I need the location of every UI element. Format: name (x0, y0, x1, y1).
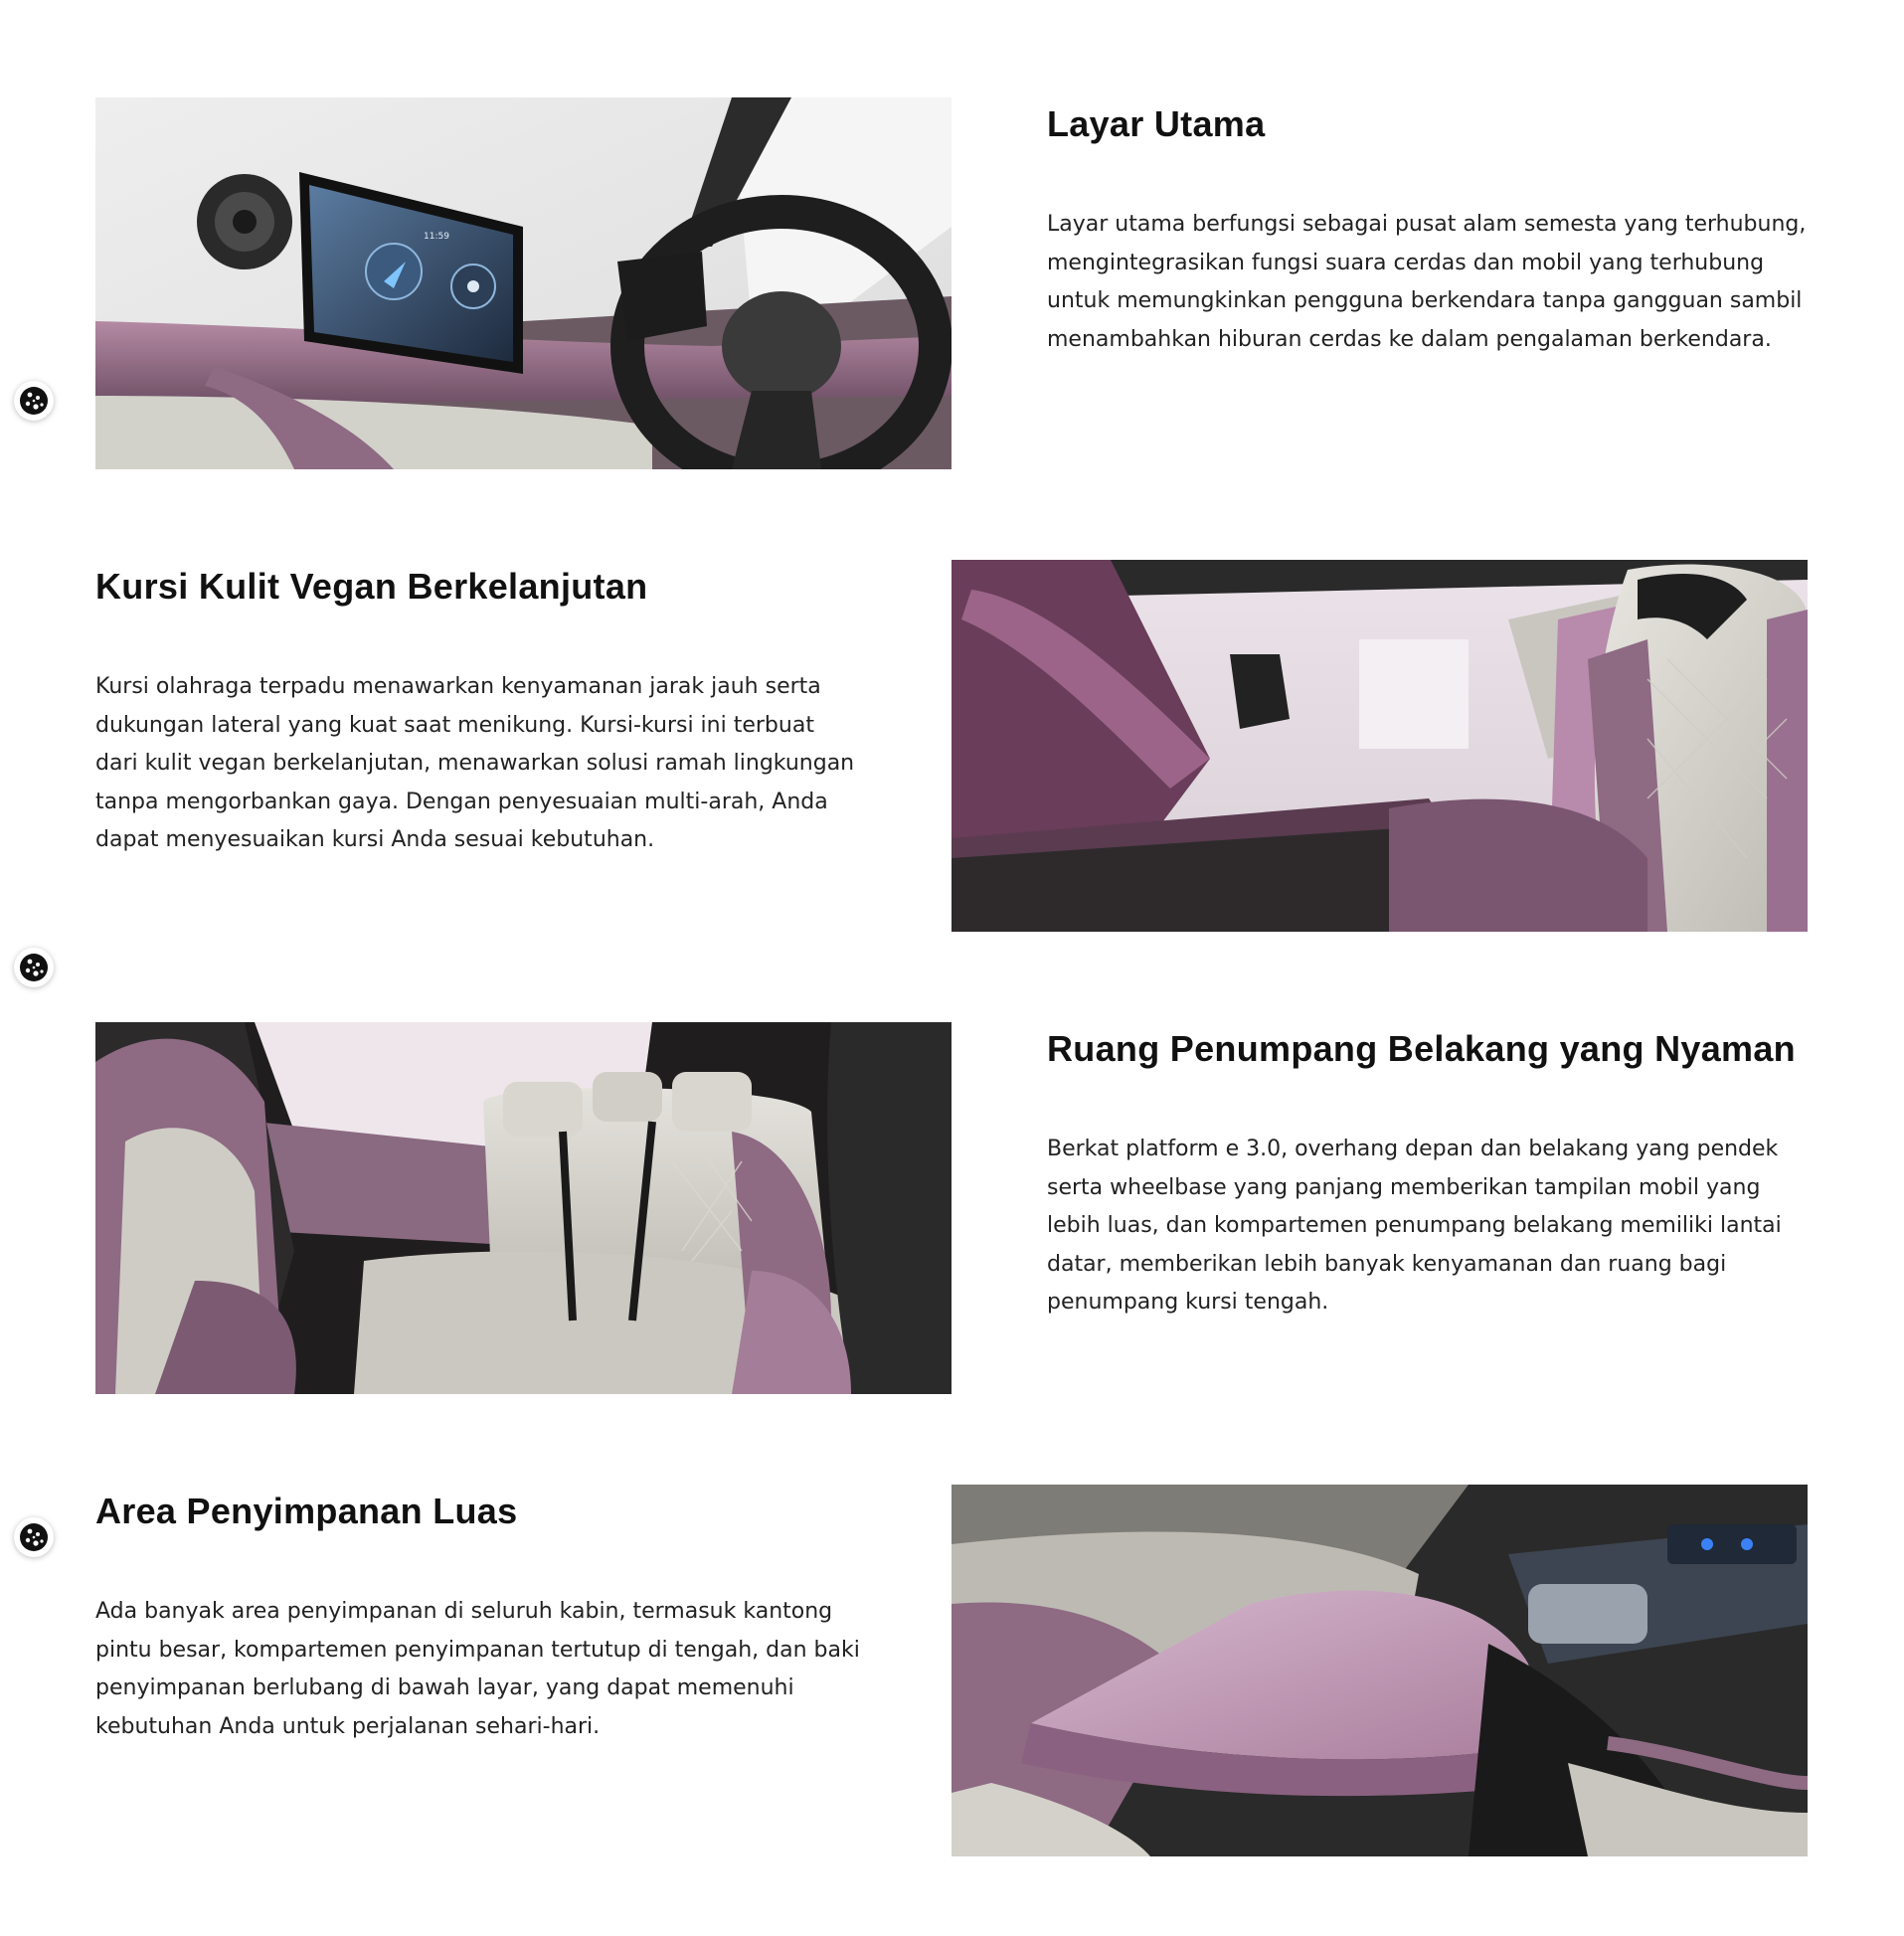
feature-description: Ada banyak area penyimpanan di seluruh kabin, termasuk kantong pintu besar, kompartemen penyimpanan tertutup di tengah, dan baki penyimpanan berlubang di bawah layar, yang dapat memenuhi kebutuhan Anda untuk perjalanan sehari-hari. (95, 1599, 860, 1739)
feature-text (1047, 97, 1813, 359)
feature-description: Kursi olahraga terpadu menawarkan kenyamanan jarak jauh serta dukungan lateral yang kuat saat menikung. Kursi-kursi ini terbuat dari kulit vegan berkelanjutan, menawarkan solusi ramah lingkungan tanpa mengorbankan gaya. Dengan penyesuaian multi-arah, Anda dapat menyesuaikan kursi Anda sesuai kebutuhan. (95, 674, 855, 852)
feature-title: Area Penyimpanan Luas (95, 1491, 518, 1531)
cookie-settings-button[interactable] (14, 948, 54, 987)
feature-kursi-kulit-vegan (0, 560, 1904, 938)
feature-title: Ruang Penumpang Belakang yang Nyaman (1047, 1028, 1796, 1069)
feature-ruang-penumpang-belakang (0, 1022, 1904, 1400)
feature-description: Berkat platform e 3.0, overhang depan dan belakang yang pendek serta wheelbase yang panjang memberikan tampilan mobil yang lebih luas, dan kompartemen penumpang belakang memiliki lantai datar, memberikan lebih banyak kenyamanan dan ruang bagi penumpang kursi tengah. (1047, 1137, 1782, 1315)
dashboard-screen-image (95, 97, 952, 469)
dashboard-screen-time: 11:59 (424, 232, 449, 242)
feature-text (95, 1485, 861, 1746)
feature-text (95, 560, 861, 860)
cookie-settings-button[interactable] (14, 381, 54, 421)
cookie-settings-button[interactable] (14, 1517, 54, 1557)
rear-seats-image (95, 1022, 952, 1394)
feature-text (1047, 1022, 1813, 1322)
feature-layar-utama (0, 97, 1904, 475)
feature-title: Layar Utama (1047, 103, 1266, 144)
feature-title: Kursi Kulit Vegan Berkelanjutan (95, 566, 648, 607)
cookie-icon (14, 381, 54, 421)
cookie-icon (14, 1517, 54, 1557)
front-seats-image (952, 560, 1808, 932)
feature-description: Layar utama berfungsi sebagai pusat alam semesta yang terhubung, mengintegrasikan fungsi suara cerdas dan mobil yang terhubung untuk memungkinkan pengguna berkendara tanpa gangguan sambil menambahkan hiburan cerdas ke dalam pengalaman berkendara. (1047, 212, 1807, 352)
armrest-storage-image (952, 1485, 1808, 1856)
feature-area-penyimpanan-luas (0, 1485, 1904, 1862)
cookie-icon (14, 948, 54, 987)
